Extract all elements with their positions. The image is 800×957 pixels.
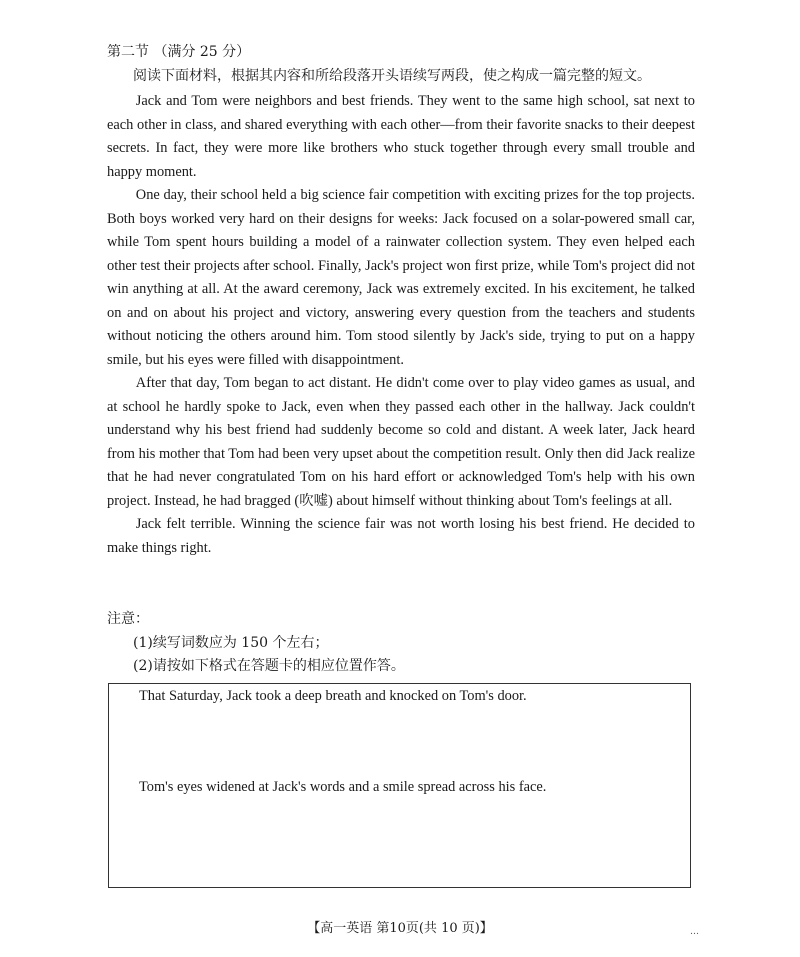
note-item-format: (2)请按如下格式在答题卡的相应位置作答。: [133, 658, 405, 674]
page-footer: 【高一英语 第10页(共 10 页)】: [307, 921, 493, 936]
continuation-opening-2: Tom's eyes widened at Jack's words and a smile spread across his face.: [139, 779, 547, 795]
passage-paragraph-1: Jack and Tom were neighbors and best friends. They went to the same high school, sat next to each other in class, and shared everything with each other—from their favorite snacks to their deepest secrets. In fact, they were more like brothers who stuck together through every small trouble and happy moment.: [107, 93, 695, 180]
section-title: 第二节 （满分 25 分）: [107, 44, 251, 60]
answer-box[interactable]: [108, 683, 691, 888]
note-item-word-count: (1)续写词数应为 150 个左右；: [133, 635, 329, 651]
corner-mark: …: [690, 927, 699, 937]
notes-label: 注意：: [107, 611, 149, 627]
instruction-text: 阅读下面材料，根据其内容和所给段落开头语续写两段，使之构成一篇完整的短文。: [133, 68, 651, 84]
passage-paragraph-3: After that day, Tom began to act distant. He didn't come over to play video games as usual, and at school he hardly spoke to Jack, even when they passed each other in the hallway. Jack couldn't understand why his best friend had suddenly become so cold and distant. A week later, Jack heard from his mother that Tom had been very upset about the competition result. Only then did Jack realize that he had never congratulated Tom on his hard effort or acknowledged Tom's help with his own project. Instead, he had bragged (吹嘘) about himself without thinking about Tom's feelings at all.: [107, 375, 695, 509]
passage-paragraph-4: Jack felt terrible. Winning the science fair was not worth losing his best friend. He decided to make things right.: [107, 516, 695, 556]
reading-passage: [107, 90, 695, 560]
passage-paragraph-2: One day, their school held a big science fair competition with exciting prizes for the top projects. Both boys worked very hard on their designs for weeks: Jack focused on a solar-powered small car, while Tom spent hours building a model of a rainwater collection system. They even helped each other test their projects after school. Finally, Jack's project won first prize, while Tom's project did not win anything at all. At the award ceremony, Jack was extremely excited. In his excitement, he talked on and on about his project and victory, answering every question from the teachers and students without noticing the others around him. Tom stood silently by Jack's side, trying to put on a happy smile, but his eyes were filled with disappointment.: [107, 187, 695, 368]
continuation-opening-1: That Saturday, Jack took a deep breath and knocked on Tom's door.: [139, 688, 527, 704]
